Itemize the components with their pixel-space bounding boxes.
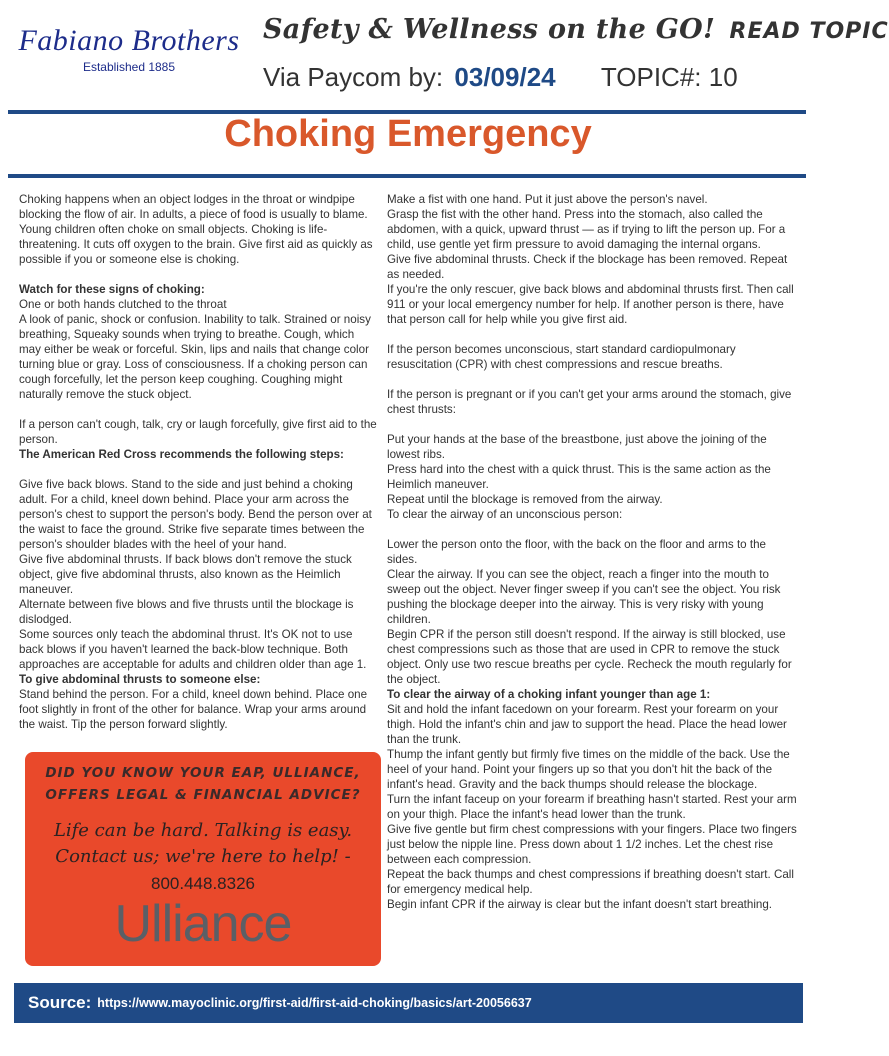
paragraph: Choking happens when an object lodges in the throat or windpipe blocking the flow of air. In adults, a piece of food is usually to blame. Young children often choke on small objects. Choking is life-threatening. It cuts off oxygen to the brain. Give first aid as quickly as possible if you or someone else is choking.: [19, 193, 373, 266]
paragraph: One or both hands clutched to the throat: [19, 298, 227, 311]
topic-date: 03/09/24: [454, 62, 556, 92]
section-heading: To give abdominal thrusts to someone else:: [19, 673, 261, 686]
paragraph-gap: [387, 327, 799, 342]
paragraph-gap: [387, 372, 799, 387]
paragraph: Stand behind the person. For a child, kneel down behind. Place one foot slightly in front of the other for balance. Wrap your arms around the waist. Tip the person forward slightly.: [19, 688, 368, 731]
paragraph-gap: [387, 522, 799, 537]
section-heading: Watch for these signs of choking:: [19, 283, 205, 296]
eap-slogan-line2: Contact us; we're here to help! -: [55, 846, 351, 867]
paragraph: Press hard into the chest with a quick thrust. This is the same action as the Heimlich maneuver.: [387, 463, 771, 491]
eap-phone: 800.448.8326: [151, 874, 255, 893]
page-title: Choking Emergency: [224, 113, 592, 155]
paragraph: Turn the infant faceup on your forearm if breathing hasn't started. Rest your arm on your thigh. Place the infant's head lower than the trunk.: [387, 793, 797, 821]
paragraph: Repeat until the blockage is removed from the airway.: [387, 493, 663, 506]
source-label: Source:: [28, 993, 92, 1012]
ulliance-logo: Ulliance: [114, 895, 292, 953]
source-bar: [14, 983, 803, 1023]
brand-title: Safety & Wellness on the GO!: [263, 14, 716, 45]
via-label: Via Paycom by:: [263, 62, 444, 92]
eap-slogan: [25, 818, 381, 870]
eap-slogan-line1: Life can be hard. Talking is easy.: [53, 820, 353, 841]
topic-number: TOPIC#: 10: [600, 62, 738, 92]
logo-name: Fabiano Brothers: [18, 24, 240, 57]
paragraph: Sit and hold the infant facedown on your forearm. Rest your forearm on your thigh. Hold the infant's chin and jaw to support the head. Place the head lower than the trunk.: [387, 703, 787, 746]
paragraph: Put your hands at the base of the breastbone, just above the joining of the lowest ribs.: [387, 433, 767, 461]
paragraph-gap: [387, 417, 799, 432]
paragraph: Repeat the back thumps and chest compressions if breathing doesn't start. Call for emergency medical help.: [387, 868, 794, 896]
read-topic-label: READ TOPIC: [729, 19, 889, 44]
paragraph: Give five back blows. Stand to the side and just behind a choking adult. For a child, kneel down behind. Place your arm across the person's chest to support the person's body. Bend the person over at the waist to face the ground. Strike five separate times between the person's shoulder blades with the heel of your hand.: [19, 478, 372, 551]
paragraph: Begin CPR if the person still doesn't respond. If the airway is still blocked, use chest compressions such as those that are used in CPR to remove the stuck object. Only use two rescue breaths per cycle. Recheck the mouth regularly for the object.: [387, 628, 792, 686]
paragraph: To clear the airway of an unconscious person:: [387, 508, 623, 521]
paragraph: Make a fist with one hand. Put it just above the person's navel.: [387, 193, 708, 206]
section-heading: The American Red Cross recommends the following steps:: [19, 448, 344, 461]
paragraph: Lower the person onto the floor, with the back on the floor and arms to the sides.: [387, 538, 766, 566]
right-text-column: [387, 192, 799, 912]
source-url[interactable]: https://www.mayoclinic.org/first-aid/first-aid-choking/basics/art-20056637: [97, 996, 532, 1010]
eap-promo-box: [25, 752, 381, 966]
paragraph: If you're the only rescuer, give back blows and abdominal thrusts first. Then call 911 or your local emergency number for help. If another person is there, have that person call for help while you give first aid.: [387, 283, 794, 326]
paragraph: Give five abdominal thrusts. If back blows don't remove the stuck object, give five abdominal thrusts, also known as the Heimlich maneuver.: [19, 553, 352, 596]
header-title-line: [263, 14, 889, 45]
paragraph: Give five gentle but firm chest compressions with your fingers. Place two fingers just below the nipple line. Press down about 1 1/2 inches. Let the chest rise between each compression.: [387, 823, 797, 866]
paragraph: Clear the airway. If you can see the object, reach a finger into the mouth to sweep out the object. Never finger sweep if you can't see the object. You risk pushing the blockage deeper into the airway. This is very risky with young children.: [387, 568, 781, 626]
paragraph: Begin infant CPR if the airway is clear but the infant doesn't start breathing.: [387, 898, 773, 911]
eap-question: DID YOU KNOW YOUR EAP, ULLIANCE, OFFERS LEGAL & FINANCIAL ADVICE?: [45, 765, 361, 803]
left-text-column: [19, 192, 379, 732]
paragraph-gap: [19, 402, 379, 417]
paragraph: A look of panic, shock or confusion. Inability to talk. Strained or noisy breathing, Squeaky sounds when trying to breathe. Cough, which may either be weak or forceful. Skin, lips and nails that change color turning blue or gray. Loss of consciousness. If a choking person can cough forcefully, let the person keep coughing. Coughing might naturally remove the stuck object.: [19, 313, 371, 401]
paragraph: If a person can't cough, talk, cry or laugh forcefully, give first aid to the person.: [19, 418, 377, 446]
paragraph: Thump the infant gently but firmly five times on the middle of the back. Use the heel of your hand. Point your fingers up so that you don't hit the back of the infant's head. Gravity and the back thumps should release the blockage.: [387, 748, 790, 791]
paragraph: Give five abdominal thrusts. Check if the blockage has been removed. Repeat as needed.: [387, 253, 788, 281]
paragraph: Grasp the fist with the other hand. Press into the stomach, also called the abdomen, with a quick, upward thrust — as if trying to lift the person up. For a child, use gentle yet firm pressure to avoid damaging the internal organs.: [387, 208, 786, 251]
title-divider: [8, 174, 806, 178]
paragraph: If the person is pregnant or if you can't get your arms around the stomach, give chest thrusts:: [387, 388, 792, 416]
paragraph: Alternate between five blows and five thrusts until the blockage is dislodged.: [19, 598, 354, 626]
header-meta-line: [263, 62, 738, 93]
section-heading: To clear the airway of a choking infant younger than age 1:: [387, 688, 711, 701]
paragraph-gap: [19, 267, 379, 282]
paragraph: If the person becomes unconscious, start standard cardiopulmonary resuscitation (CPR) with chest compressions and rescue breaths.: [387, 343, 736, 371]
logo-established: Established 1885: [82, 60, 176, 74]
paragraph-gap: [19, 462, 379, 477]
company-logo: [14, 24, 244, 74]
paragraph: Some sources only teach the abdominal thrust. It's OK not to use back blows if you haven't learned the back-blow technique. Both approaches are acceptable for adults and children older than age 1.: [19, 628, 367, 671]
